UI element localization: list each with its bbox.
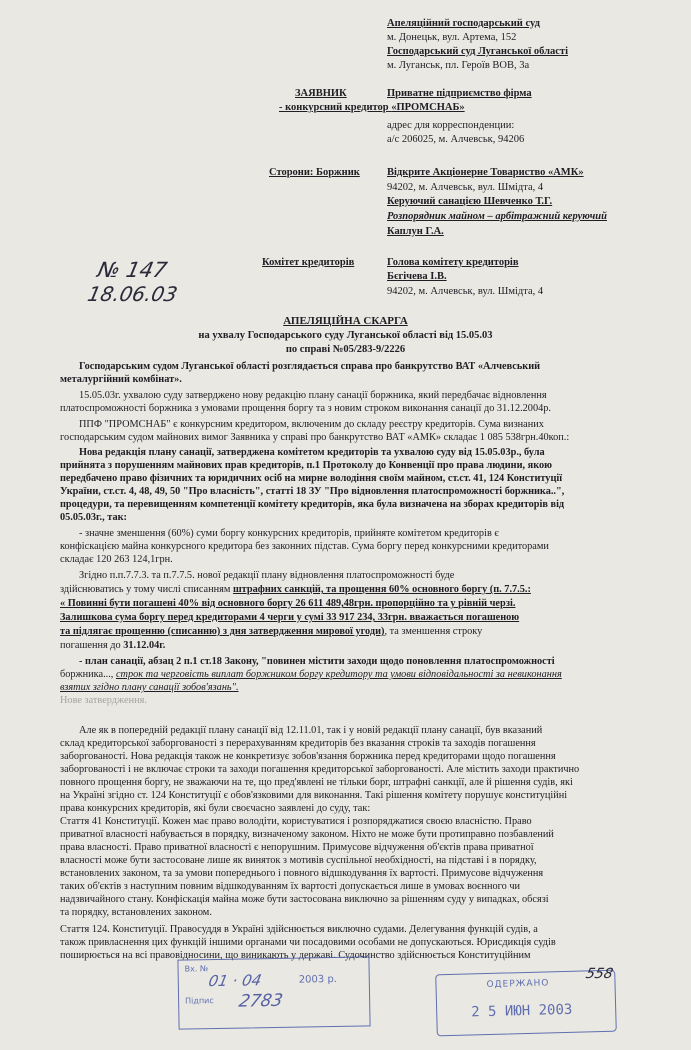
- p7-line4: Нове затвердження.: [60, 695, 147, 706]
- p2-line2: платоспроможності боржника з умовами прощення боргу та з новим строком виконання санації до 31.12.2004р.: [60, 403, 551, 414]
- p4-line3: передбачено право фізичних та юридичних осіб на мирне володіння своїм майном, ст.ст. 41, 124 Конституції: [60, 473, 563, 484]
- p8-line1: Але як в попередній редакції плану санації від 12.11.01, так і у новій редакції плану санації, був вказаний: [79, 725, 543, 736]
- debtor-name: Відкрите Акціонерне Товариство «АМК»: [387, 167, 584, 178]
- stamp-number: 2783: [237, 990, 285, 1012]
- p4-line1: Нова редакція плану санації, затверджена комітетом кредиторів та ухвалою суду від 15.05.03р., була: [79, 447, 545, 458]
- debtor-address: 94202, м. Алчевськ, вул. Шмідта, 4: [387, 182, 544, 193]
- p9-line4: власності може бути застосоване лише як виняток з мотивів суспільної необхідності, на підставі і в порядку,: [60, 855, 537, 866]
- p6-line2: здійснюватись у тому числі списанням штрафних санкцій, та прощення 60% основного боргу (п. 7.7.5.:: [60, 584, 531, 595]
- p1-line2: металургійний комбінат».: [60, 374, 182, 385]
- sanation-manager: Керуючий санацією Шевченко Т.Г.: [387, 196, 553, 207]
- stamp-sig-label: Підпис: [185, 996, 214, 1006]
- stamp-vh-label: Вх. №: [184, 964, 209, 974]
- handwritten-stamp-number: 558: [584, 966, 615, 982]
- p10-line2: також привласнення цих функцій іншими органами чи посадовими особами не допускаються. Юрисдикція судів: [60, 937, 556, 948]
- handwritten-date: 18.06.03: [85, 282, 180, 306]
- applicant-role: - конкурсний кредитор «ПРОМСНАБ»: [279, 102, 465, 113]
- p5-line2: конфіскацією майна конкурсного кредитора без законних підстав. Сума боргу перед конкурсними кредиторами: [60, 541, 549, 552]
- p6-line5: та підлягає прощенню (списанню) з дня затвердження мирової угоди), та зменшення строку: [60, 626, 483, 637]
- p9-line1: Стаття 41 Конституції. Кожен має право володіти, користуватися і розпоряджатися своєю власністю. Право: [60, 816, 532, 827]
- p4-line2: прийнята з порушенням майнових прав кредиторів, п.1 Протоколу до Конвенції про права людини, якою: [60, 460, 553, 471]
- p4-line5: процедури, та перевищенням компетенції комітету кредиторів, яка була визначена на зборах кредиторів від: [60, 499, 565, 510]
- p9-line3: права власності. Право приватної власності є непорушним. Примусове відчуження об'єктів права приватної: [60, 842, 534, 853]
- p10-line3: поширюється на всі правовідносини, що виникають у державі. Судочинство здійснюється Конституційним: [60, 950, 531, 961]
- p6-line3: « Повинні бути погашені 40% від основного боргу 26 611 489,48грн. пропорційно та у рівній черзі.: [60, 598, 516, 609]
- applicant-label: ЗАЯВНИК: [295, 88, 347, 99]
- committee-head: Голова комітету кредиторів: [387, 257, 519, 268]
- applicant-name-line1: Приватне підприємство фірма: [387, 88, 532, 99]
- p8-line7: права конкурсних кредиторів, які були своєчасно заявлені до суду, так:: [60, 803, 371, 814]
- p6-line6: погашення до 31.12.04г.: [60, 640, 166, 651]
- property-administrator: Розпорядник майном – арбітражний керуючий: [387, 211, 607, 222]
- received-date: 2 5 ИЮН 2003: [471, 1001, 573, 1021]
- p8-line4: заборгованості і не включає строки та заходи погашення кредиторської заборгованості. Але містить заходи практично: [60, 764, 580, 775]
- p6-line1: Згідно п.п.7.7.3. та п.7.7.5. нової редакції плану відновлення платоспроможності буде: [79, 570, 455, 581]
- property-administrator-name: Каплун Г.А.: [387, 226, 444, 237]
- p5-line3: складає 120 263 124,1грн.: [60, 554, 173, 565]
- court1-name: Апеляційний господарський суд: [387, 18, 540, 29]
- p6-line4: Залишкова сума боргу перед кредиторами 4 черги у сумі 33 917 234, 33грн. вважається погашеною: [60, 612, 520, 623]
- p3-line1: ППФ "ПРОМСНАБ" є конкурсним кредитором, включеним до складу реєстру кредиторів. Сума визнаних: [79, 419, 544, 430]
- p9-line7: надзвичайного стану. Конфіскація майна може бути застосована виключно за рішенням суду у випадках, обсязі: [60, 894, 549, 905]
- p7-line3: взятих згідно плану санації зобов'язань".: [60, 682, 239, 693]
- committee-head-name: Бєгічева І.В.: [387, 271, 447, 282]
- applicant-address: а/с 206025, м. Алчевськ, 94206: [387, 134, 525, 145]
- p8-line2: склад кредиторської заборгованості з перерахуванням кредиторів без вказання строків та заходів погашення: [60, 738, 536, 749]
- title-subtitle-2: по справі №05/283-9/2226: [285, 344, 406, 355]
- p9-line5: встановлених законом, та за умови попереднього і повного відшкодування їх вартості. Примусове відчуження: [60, 868, 544, 879]
- received-label: ОДЕРЖАНО: [486, 978, 550, 991]
- p1-line1: Господарським судом Луганської області розглядається справа про банкрутство ВАТ «Алчевський: [79, 361, 541, 372]
- handwritten-number: № 147: [95, 258, 170, 282]
- title-subtitle-1: на ухвалу Господарського суду Луганської області від 15.05.03: [198, 330, 493, 341]
- court1-address: м. Донецьк, вул. Артема, 152: [387, 32, 517, 43]
- p3-line2: господарським судом майнових вимог Заявника у справі про банкрутство ВАТ «АМК» складає 1 085 538грн.40коп.:: [60, 432, 570, 443]
- applicant-address-label: адрес для корреспонденции:: [387, 120, 515, 131]
- p9-line6: таких об'єктів з наступним повним відшкодуванням їх вартості допускається лише в умовах воєнного чи: [60, 881, 521, 892]
- stamp-year: 2003 р.: [298, 973, 338, 986]
- p2-line1: 15.05.03г. ухвалою суду затверджено нову редакцію плану санації боржника, який передбачає відновлення: [79, 390, 547, 401]
- p9-line8: та порядку, встановлених законом.: [60, 907, 212, 918]
- p8-line5: повного прощення боргу, не зважаючи на те, що пред'явлені не тільки борг, штрафні санкції, але й рішення судів, які: [60, 777, 573, 788]
- p5-line1: - значне зменшення (60%) суми боргу конкурсних кредиторів, прийняте комітетом кредиторів є: [79, 528, 499, 539]
- p8-line3: заборгованості. Нова редакція також не конкретизує зобов'язання боржника перед кредиторами щодо погашення: [60, 751, 556, 762]
- court2-name: Господарський суд Луганської області: [387, 46, 569, 57]
- p7-line2: боржника..., строк та черговість виплат боржником боргу кредитору та умови відповідальності за невиконання: [60, 669, 562, 680]
- p4-line6: 05.05.03г., так:: [60, 512, 127, 523]
- p7-line1: - план санації, абзац 2 п.1 ст.18 Закону, "повинен містити заходи щодо поновлення платоспроможності: [79, 656, 555, 667]
- stamp-date: 01 · 04: [207, 971, 264, 991]
- court2-address: м. Луганськ, пл. Героїв ВОВ, 3а: [387, 60, 530, 71]
- committee-label: Комітет кредиторів: [262, 257, 355, 268]
- document-title: АПЕЛЯЦІЙНА СКАРГА: [283, 315, 408, 327]
- p9-line2: приватної власності набувається в порядку, визначеному законом. Ніхто не може бути протиправно позбавлений: [60, 829, 554, 840]
- p4-line4: України, ст.ст. 4, 48, 49, 50 "Про власність", статті 18 ЗУ "Про відновлення платоспроможності боржника..",: [60, 486, 565, 497]
- incoming-stamp: [177, 956, 370, 1029]
- p10-line1: Стаття 124. Конституції. Правосуддя в Україні здійснюється виключно судами. Делегування функцій судів, а: [60, 924, 538, 935]
- committee-address: 94202, м. Алчевськ, вул. Шмідта, 4: [387, 286, 544, 297]
- parties-label: Сторони: Боржник: [269, 167, 360, 178]
- p8-line6: на Україні згідно ст. 124 Конституції є обов'язковими для виконання. Такі рішення комітету порушує конституційні: [60, 790, 568, 801]
